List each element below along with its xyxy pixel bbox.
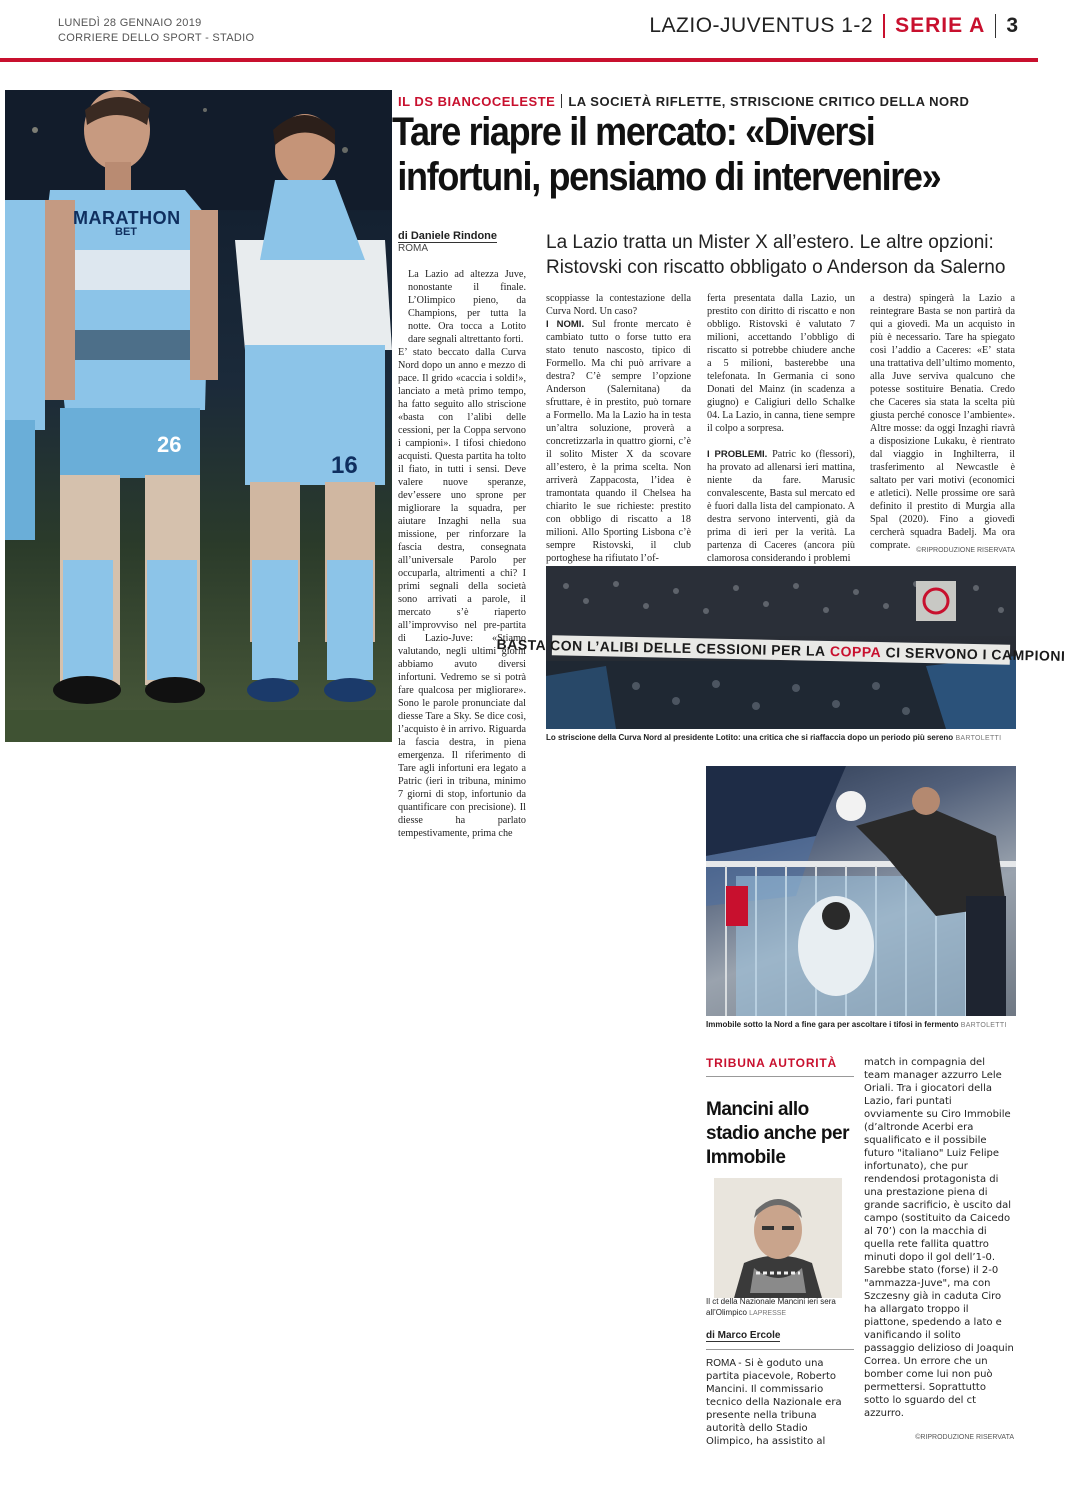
tribuna-column-2 xyxy=(864,1056,1014,1431)
column-4-body: a destra) spingerà la Lazio a reintegrare Basta se non partirà da qui a giovedì. Ma un acquisto in più è necessario. Tare ha spiegato così l’addio a Caceres: «E’ stata una trattativa dell’ultimo momento, alla Juve serviva qualcuno che potesse sostituire Benatia. Credo che Caceres sia stata la scelta più giusta perché conosce l’ambiente». Altre mosse: da oggi Inzaghi riavrà a disposizione Lukaku, è rientrato dal viaggio in Inghilterra, il trasferimento al Newcastle è saltato per vari motivi (economici e atletici). Nelle prossime ore sarà definito il prestito di Murgia alla Spal (2020). Fino a giovedì cercherà squadra Badelj. Ma ora comprate. xyxy=(870,293,1015,551)
tribuna-rule xyxy=(706,1076,854,1077)
column-1-opening: La Lazio ad altezza Juve, nonostante il finale. L’Olimpico pieno, da Champions, per tutta la notte. Ora tocca a Lotito dare segnali altrettanto forti. xyxy=(408,269,526,345)
article-headline xyxy=(392,110,959,200)
header-divider xyxy=(883,14,885,38)
headline-line-1: Tare riapre il mercato: «Diversi xyxy=(392,110,875,154)
kicker-divider xyxy=(561,94,562,108)
mancini-photo xyxy=(714,1178,842,1298)
tribuna-column-1 xyxy=(706,1357,854,1447)
kicker-topic: IL DS BIANCOCELESTE xyxy=(398,94,556,109)
tribuna-author: di Marco Ercole xyxy=(706,1330,781,1341)
tribuna-column-2-body: match in compagnia del team manager azzurro Lele Oriali. Tra i giocatori della Lazio, fari puntati ovviamente su Ciro Immobile (d’altronde Acerbi era squalificato e il possibile futuro "italiano" Luiz Felipe infortunato), che pur rendendosi protagonista di una prestazione piena di grande sacrificio, è uscito dal campo (sostituito da Caicedo al 70’) con la macchia di quella rete fallita quattro minuti dopo il gol dell’1-0. Sarebbe stato (forse) il 2-0 "ammazza-Juve", ma con Szczesny già in caduta Ciro ha allargato troppo il piattone, spedendo a lato e vanificando il solito passaggio delizioso di Joaquin Correa. Un errore che un bomber come lui non può permettersi. Soprattutto sotto lo sguardo del ct azzurro. xyxy=(864,1057,1014,1419)
tribuna-author-rule xyxy=(706,1349,854,1350)
author-city: ROMA xyxy=(398,243,428,254)
shirt-number-right: 16 xyxy=(331,452,358,479)
header-rule xyxy=(0,58,1038,62)
column-1-body: E’ stato beccato dalla Curva Nord dopo un anno e mezzo di pace. Il grido «caccia i soldi!», lanciato a metà primo tempo, ha fatto seguito allo striscione «basta con l’alibi delle cessioni, per la Coppa servono i campioni». I tifosi chiedono acquisti. Questa partita ha tolto il fiato, in tutti i sensi. Deve valere nuove speranze, dev’essere uno sprone per migliorare la squadra, per aiutare Inzaghi nella sua missione, per rinforzare la fascia destra, consegnata all’universale Parolo per occuparla, altrimenti a chi? I primi segnali della società sono arrivati a parole, il mercato s’è riaperto all’improvviso nel pre-partita di Lazio-Juve: «Stiamo valutando, negli ultimi giorni abbiamo avuto diversi infortuni. Vedremo se si potrà fare qualcosa per migliorare». Sono le parole pronunciate dal diesse Tare a Sky. Se dice così, l’acquisto è in arrivo. Riguarda la fascia destra, in piena emergenza. Il riferimento di Tare agli infortuni era legato a Patric (ieri in tribuna, minimo 7 giorni di stop, infortunio da quantificare con precisione). Il diesse ha parlato tempestivamente, prima che xyxy=(398,347,526,839)
kit-sponsor: MARATHON xyxy=(73,208,181,228)
column-2-body: Sul fronte mercato è cambiato tutto o forse tutto era stato tenuto nascosto, tipico di Formello. Ma chi può arrivare a destra? C’è sempre l’opzione Anderson (Salernitana) da sfruttare, è in prestito, può tornare a Formello. Ma la Lazio ha in testa un’altra soluzione, proverà a concretizzarla in quattro giorni, c’è il solito Mister X da scovare all’estero, è la prima scelta. Non arriverà Zappacosta, l’idea è tramontata quando il Chelsea ha chiarito le sue richieste: prestito con obbligo di riscatto a 18 milioni. Allo Sporting Lisbona c’è sempre Ristovski, il club portoghese ha rifiutato l’of- xyxy=(546,319,691,564)
tribuna-tag: TRIBUNA AUTORITÀ xyxy=(706,1056,838,1070)
banner-text-2: CI SERVONO I CAMPIONI xyxy=(885,644,1066,664)
tribuna-column-1-body: Si è goduto una partita piacevole, Roberto Mancini. Il commissario tecnico della Nazionale era presente nella tribuna autorità dello Stadio Olimpico, ha assistito al xyxy=(706,1358,842,1447)
article-column-2 xyxy=(546,292,691,564)
banner-text-coppa: COPPA xyxy=(829,643,882,661)
mancini-illustration xyxy=(714,1178,842,1298)
curva-nord-photo xyxy=(496,566,1066,729)
tribuna-copyright: ©RIPRODUZIONE RISERVATA xyxy=(915,1434,1014,1441)
author-name: di Daniele Rindone xyxy=(398,230,498,242)
section-lead-problemi: I PROBLEMI. xyxy=(707,449,768,460)
players-illustration xyxy=(5,90,392,742)
page-number: 3 xyxy=(1006,14,1018,37)
curva-nord-caption xyxy=(546,733,1018,742)
caption-text: Immobile sotto la Nord a fine gara per ascoltare i tifosi in fermento xyxy=(706,1020,959,1029)
article-column-1 xyxy=(398,268,526,346)
column-3-body-1: ferta presentata dalla Lazio, un prestito con diritto di riscatto e non obbligo. Ristovski è valutato 7 milioni, accettando l’obbligo di riscatto si potrebbe chiudere anche a 5 milioni, basterebbe una telefonata. In Germania ci sono Donati del Mainz (in scadenza a giugno) e Caligiuri dello Schalke 04. La Lazio, in canna, tiene sempre il colpo a sorpresa. xyxy=(707,293,855,434)
copyright-notice: ©RIPRODUZIONE RISERVATA xyxy=(916,547,1015,554)
mancini-caption xyxy=(706,1296,856,1319)
section-label: SERIE A xyxy=(895,14,986,37)
caption-text: Il ct della Nazionale Mancini ieri sera all’Olimpico xyxy=(706,1297,836,1317)
subhead-line-1: La Lazio tratta un Mister X all’estero. Le altre opzioni: xyxy=(546,232,994,253)
page-header-right xyxy=(649,14,1018,38)
caption-text: Lo striscione della Curva Nord al presidente Lotito: una critica che si riaffaccia dopo un periodo più sereno xyxy=(546,733,954,742)
headline-line-2: infortuni, pensiamo di intervenire» xyxy=(397,155,941,199)
banner-text-1: BASTA CON L’ALIBI DELLE CESSIONI PER LA xyxy=(496,636,826,659)
publication-name: CORRIERE DELLO SPORT - STADIO xyxy=(58,32,255,44)
issue-date: LUNEDÌ 28 GENNAIO 2019 xyxy=(58,17,202,29)
immobile-illustration xyxy=(706,766,1016,1016)
match-label: LAZIO-JUVENTUS 1-2 xyxy=(649,14,874,37)
column-2-intro: scoppiasse la contestazione della Curva Nord. Un caso? xyxy=(546,293,691,317)
kit-sponsor-sub: BET xyxy=(115,226,137,238)
article-column-1-cont xyxy=(398,346,526,839)
column-3-body-2: Patric ko (flessori), ha provato ad allenarsi ieri mattina, niente da fare. Marusic convalescente, Basta sul mercato ed è fuori dalla lista del campionato. A destra servono interventi, già da prima di ieri per la verità. La partenza di Caceres (ancora più clamorosa considerando i problemi xyxy=(707,449,855,564)
subhead-line-2: Ristovski con riscatto obbligato o Anderson da Salerno xyxy=(546,257,1006,278)
immobile-caption xyxy=(706,1020,1018,1029)
article-subhead xyxy=(546,230,1026,280)
header-divider-2 xyxy=(995,14,996,38)
kicker-subtopic: LA SOCIETÀ RIFLETTE, STRISCIONE CRITICO DELLA NORD xyxy=(568,94,970,109)
players-photo xyxy=(5,90,392,742)
shirt-number-left: 26 xyxy=(157,432,182,457)
page-header-left xyxy=(58,16,254,46)
photo-credit: LAPRESSE xyxy=(749,1310,787,1317)
photo-credit: BARTOLETTI xyxy=(960,1022,1007,1029)
tribuna-title: Mancini allo stadio anche per Immobile xyxy=(706,1099,849,1168)
article-column-3 xyxy=(707,292,855,564)
section-lead-nomi: I NOMI. xyxy=(546,319,585,330)
byline xyxy=(398,230,497,254)
immobile-photo xyxy=(706,766,1016,1016)
article-kicker xyxy=(398,94,969,109)
photo-credit: BARTOLETTI xyxy=(955,735,1002,742)
tribuna-city: ROMA - xyxy=(706,1358,742,1369)
